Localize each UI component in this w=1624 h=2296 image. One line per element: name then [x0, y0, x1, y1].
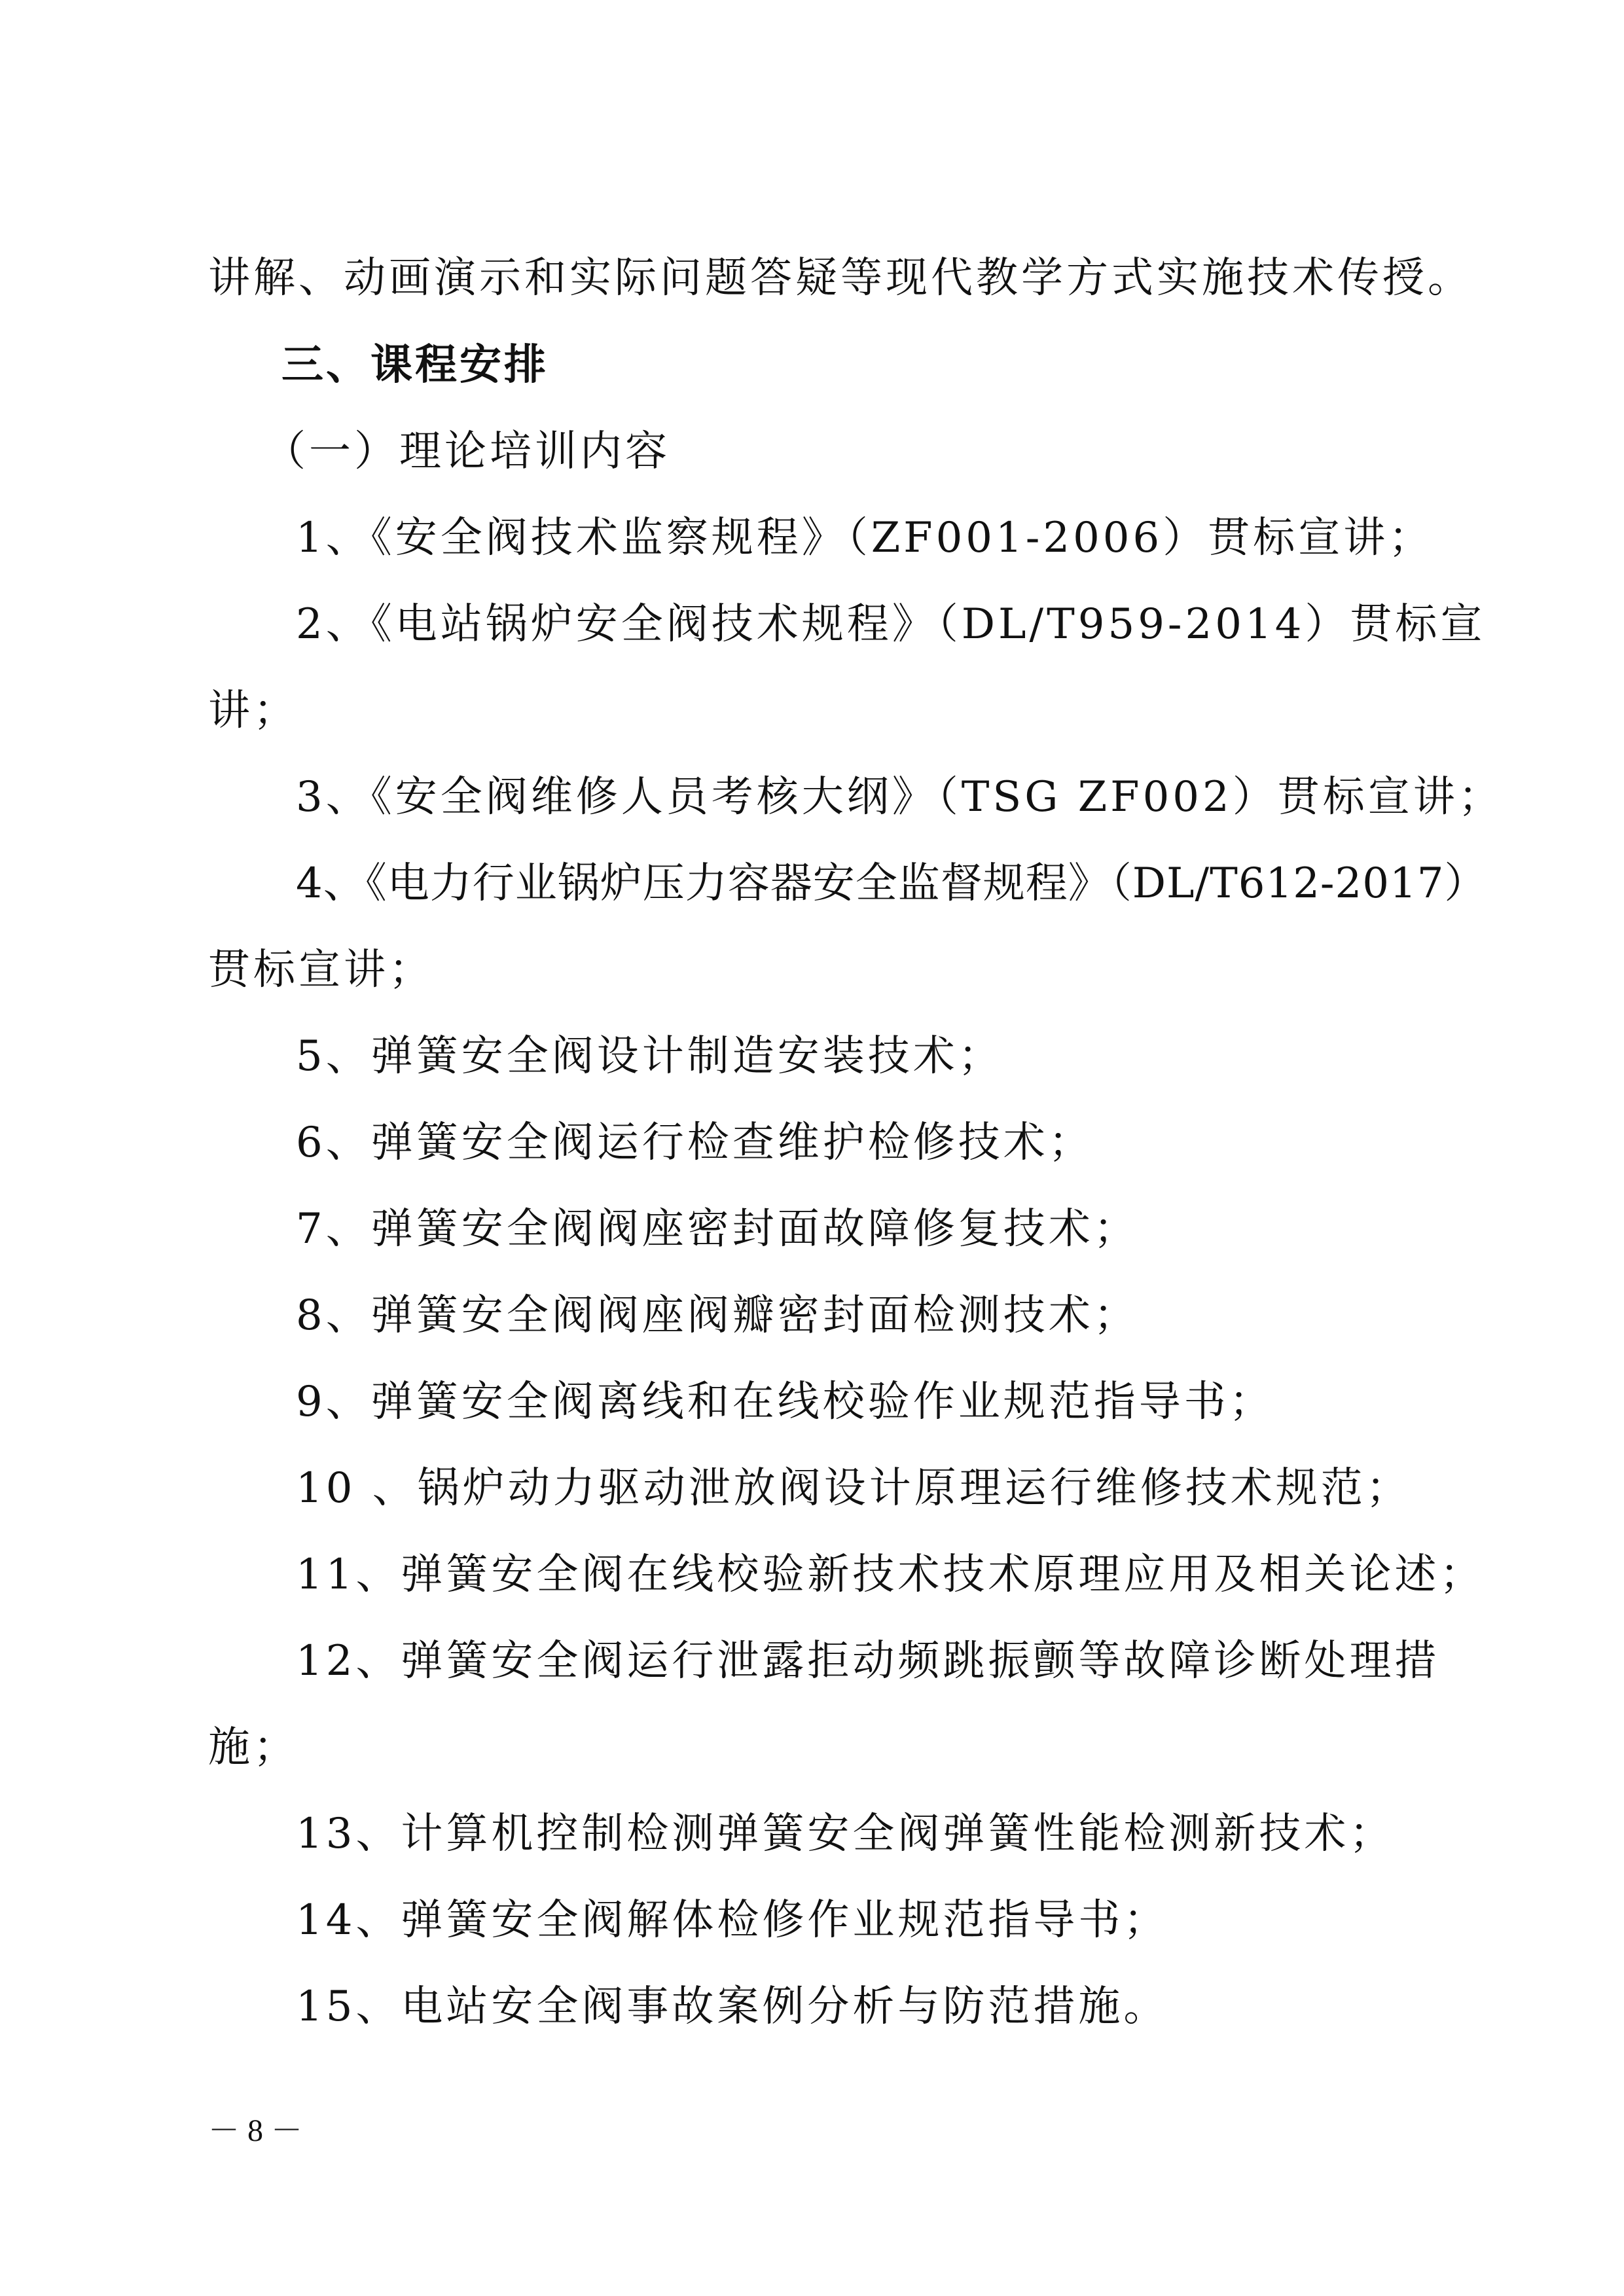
- list-item-12: 12、弹簧安全阀运行泄露拒动频跳振颤等故障诊断处理措: [296, 1637, 1440, 1685]
- list-item-6: 6、弹簧安全阀运行检查维护检修技术；: [296, 1119, 1094, 1167]
- list-item-10: 10 、锅炉动力驱动泄放阀设计原理运行维修技术规范；: [296, 1464, 1411, 1513]
- page-number: － 8 －: [208, 2113, 303, 2148]
- list-item-14: 14、弹簧安全阀解体检修作业规范指导书；: [296, 1896, 1169, 1945]
- list-item-12-continuation: 施；: [208, 1723, 298, 1772]
- list-item-1: 1、《安全阀技术监察规程》（ZF001-2006）贯标宣讲；: [296, 514, 1434, 562]
- list-item-15: 15、电站安全阀事故案例分析与防范措施。: [296, 1982, 1169, 2031]
- list-item-4-continuation: 贯标宣讲；: [208, 946, 434, 994]
- list-item-11: 11、弹簧安全阀在线校验新技术技术原理应用及相关论述；: [296, 1551, 1485, 1599]
- list-item-4: 4、《电力行业锅炉压力容器安全监督规程》（DL/T612-2017）: [296, 859, 1487, 908]
- list-item-2-continuation: 讲；: [208, 687, 298, 735]
- list-item-8: 8、弹簧安全阀阀座阀瓣密封面检测技术；: [296, 1291, 1139, 1340]
- list-item-5: 5、弹簧安全阀设计制造安装技术；: [296, 1032, 1003, 1081]
- list-item-7: 7、弹簧安全阀阀座密封面故障修复技术；: [296, 1205, 1139, 1253]
- list-item-13: 13、计算机控制检测弹簧安全阀弹簧性能检测新技术；: [296, 1810, 1395, 1858]
- list-item-3: 3、《安全阀维修人员考核大纲》（TSG ZF002）贯标宣讲；: [296, 773, 1504, 821]
- section-heading: 三、课程安排: [281, 341, 549, 389]
- list-item-2: 2、《电站锅炉安全阀技术规程》（DL/T959-2014）贯标宣: [296, 600, 1486, 649]
- paragraph-continuation: 讲解、动画演示和实际问题答疑等现代教学方式实施技术传授。: [208, 254, 1473, 302]
- list-item-9: 9、弹簧安全阀离线和在线校验作业规范指导书；: [296, 1378, 1274, 1426]
- subsection-heading: （一）理论培训内容: [264, 427, 670, 476]
